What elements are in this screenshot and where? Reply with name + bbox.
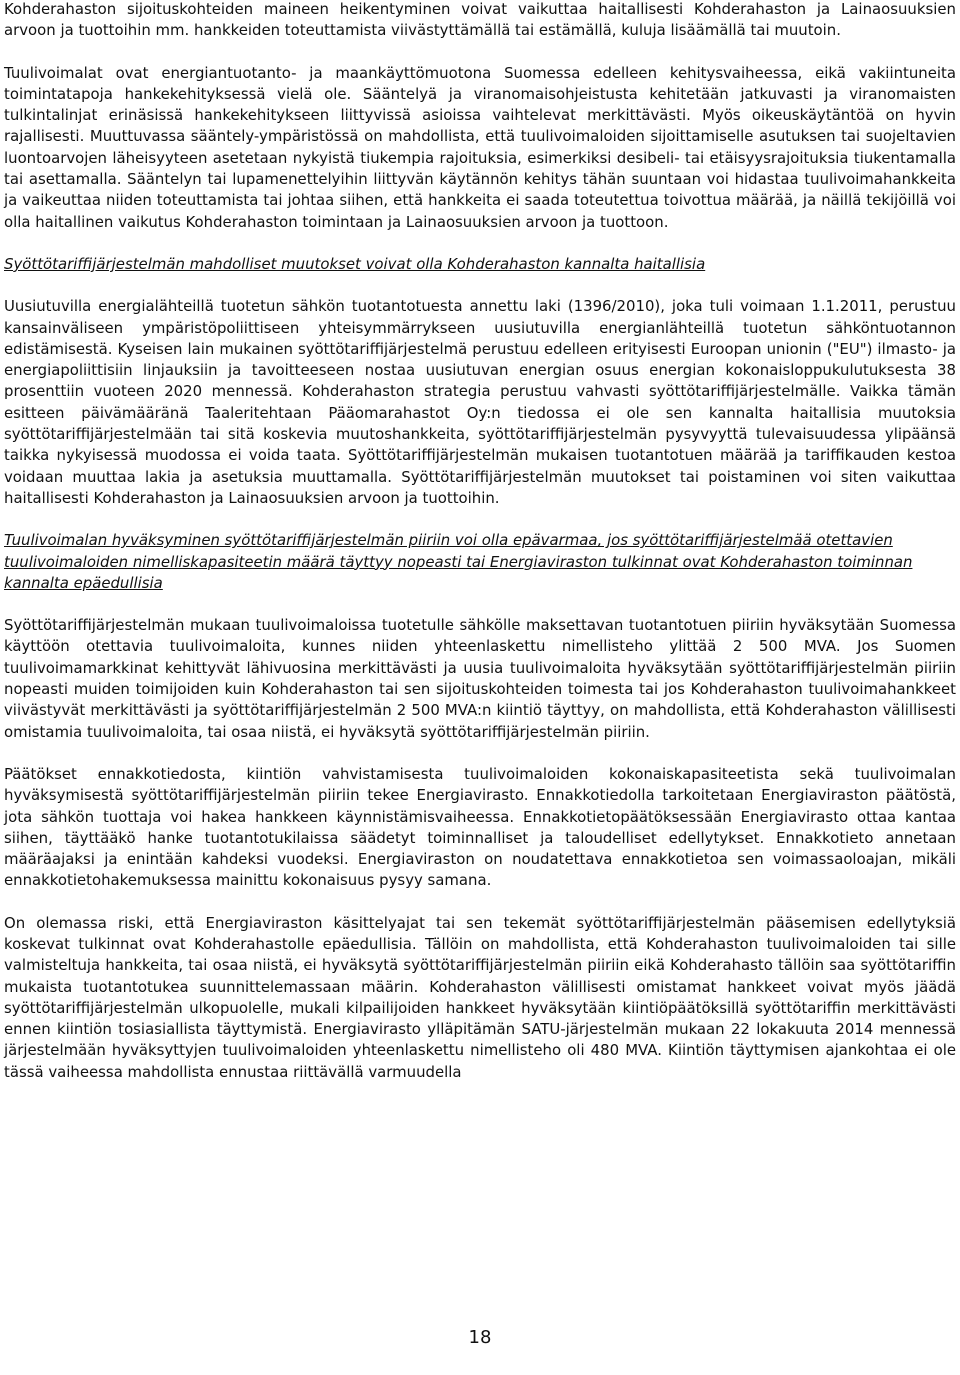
paragraph-regulation-risk: Tuulivoimalat ovat energiantuotanto- ja maankäyttömuotona Suomessa edelleen kehitysvaiheessa, eikä vakiintuneita toimintatapoja hankekehityksessä vielä ole. Sääntelyä ja viranomaisohjeistusta kehitetään jatkuvasti ja viranomaisten tulkintalinjat erinäsissä hankekehitykseen liittyvissä asioissa vaihtelevat merkittävästi. Myös oikeuskäytäntöä on hyvin rajallisesti. Muuttuvassa sääntely-ympäristössä on mahdollista, että tuulivoimaloiden sijoittamiselle asutuksen tai suojeltavien luontoarvojen läheisyyteen asetetaan nykyistä tiukempia rajoituksia, esimerkiksi desibeli- tai etäisyysrajoituksia tiukentamalla tai asettamalla. Sääntelyn tai lupamenettelyihin liittyvän käytännön kehitys tähän suuntaan voi hidastaa tuulivoimahankkeita ja vaikeuttaa niiden toteuttamista tai johtaa siihen, että hankkeita ei saada toteutettua toivottua määrää, ja näillä tekijöillä voi olla haitallinen vaikutus Kohderahaston toimintaan ja Lainaosuuksien arvoon ja tuottoon. <box>4 63 956 231</box>
page-number: 18 <box>468 1327 492 1348</box>
paragraph-energy-authority-decisions: Päätökset ennakkotiedosta, kiintiön vahvistamisesta tuulivoimaloiden kokonaiskapasiteetista sekä tuulivoimalan hyväksymisestä syöttötariffijärjestelmän piiriin tekee Energiavirasto. Ennakkotiedolla tarkoitetaan Energiaviraston päätöstä, jota sähkön tuottaja voi hakea hankkeen käynnistämisvaiheessa. Ennakkotietopäätöksessään Energiavirasto ottaa kantaa siihen, täyttääkö hanke tuotantotukilaissa säädetyt toiminnalliset ja taloudelliset edellytykset. Ennakkotieto annetaan määräajaksi ja enintään kahdeksi vuodeksi. Energiaviraston on noudatettava ennakkotietoa sen voimassaoloajan, mikäli ennakkotietohakemuksessa mainittu kokonaisuus pysyy samana. <box>4 764 956 890</box>
heading-wind-power-approval: Tuulivoimalan hyväksyminen syöttötariffijärjestelmän piiriin voi olla epävarmaa, jos syöttötariffijärjestelmää otettavien tuulivoimaloiden nimelliskapasiteetin määrä täyttyy nopeasti tai Energiaviraston tulkinnat ovat Kohderahaston toiminnan kannalta epäedullisia <box>4 531 913 592</box>
paragraph-processing-risk: On olemassa riski, että Energiaviraston käsittelyajat tai sen tekemät syöttötariffijärjestelmän pääsemisen edellytyksiä koskevat tulkinnat ovat Kohderahastolle epäedullisia. Tällöin on mahdollista, että Kohderahaston tuulivoimaloiden tai sille valmisteltuja hankkeita, tai osaa niistä, ei hyväksytä syöttötariffijärjestelmän piiriin eikä Kohderahasto tällöin saa syöttötariffin mukaista tuotantotukea suunnittelemassaan määrin. Kohderahaston välillisesti omistamat hankkeet voivat myös jäädä syöttötariffijärjestelmän ulkopuolelle, mukali kilpailijoiden hankkeet hyväksytään kiintiöpäätöksillä syöttötariffin merkittävästi ennen kiintiön tosiasiallista täyttymistä. Energiavirasto ylläpitämän SATU-järjestelmän mukaan 22 lokakuuta 2014 mennessä järjestelmään hyväksyttyjen tuulivoimaloiden yhteenlaskettu nimellisteho oli 480 MVA. Kiintiön täyttymisen ajankohtaa ei ole tässä vaiheessa mahdollista ennustaa riittävällä varmuudella <box>4 913 956 1081</box>
paragraph-capacity-quota: Syöttötariffijärjestelmän mukaan tuulivoimaloissa tuotetulle sähkölle maksettavan tuotantotuen piiriin hyväksytään Suomessa käyttöön otettavia tuulivoimaloita, kunnes niiden yhteenlaskettu nimellisteho ylittää 2 500 MVA. Jos Suomen tuulivoimamarkkinat kehittyvät lähivuosina merkittävästi ja uusia tuulivoimaloita hyväksytään syöttötariffijärjestelmän piiriin nopeasti muiden toimijoiden kuin Kohderahaston tai sen sijoituskohteiden toimesta tai jos Kohderahaston tuulivoimahankkeet viivästyvät merkittävästi ja syöttötariffijärjestelmän 2 500 MVA:n kiintiö täyttyy, on mahdollista, että Kohderahaston välillisesti omistamia tuulivoimaloita, tai osaa niistä, ei hyväksytä syöttötariffijärjestelmän piiriin. <box>4 616 956 741</box>
heading-feed-in-tariff-changes: Syöttötariffijärjestelmän mahdolliset muutokset voivat olla Kohderahaston kannalta haitallisia <box>4 254 706 273</box>
document-page <box>4 0 956 1083</box>
paragraph-feed-in-tariff-law: Uusiutuvilla energialähteillä tuotetun sähkön tuotantotuesta annettu laki (1396/2010), joka tuli voimaan 1.1.2011, perustuu kansainväliseen ympäristöpoliittiseen yhteisymmärrykseen uusiutuvilla energianlähteillä tuotetun sähköntuotannon edistämisestä. Kyseisen lain mukainen syöttötariffijärjestelmä perustuu edelleen erityisesti Euroopan unionin ("EU") ilmasto- ja energiapoliittisiin linjauksiin ja tavoitteeseen nostaa uusiutuvan energian osuus energian kokonaisloppukulutuksesta 38 prosenttiin vuoteen 2020 mennessä. Kohderahaston strategia perustuu vahvasti syöttötariffijärjestelmälle. Vaikka tämän esitteen päivämääränä Taaleritehtaan Pääomarahastot Oy:n tiedossa ei ole sen kannalta haitallisia muutoksia syöttötariffijärjestelmään tai sitä koskevia muutoshankkeita, syöttötariffijärjestelmän pysyvyyttä tulevaisuudessa ylipäänsä taikka nykyisessä muodossa ei voida taata. Syöttötariffijärjestelmän mukaisen tuotantotuen määrää ja tariffikauden kestoa voidaan muuttaa lakia ja asetuksia muuttamalla. Syöttötariffijärjestelmän muutokset tai poistaminen voi siten vaikuttaa haitallisesti Kohderahaston ja Lainaosuuksien arvoon ja tuottoihin. <box>4 297 956 507</box>
paragraph-reputation-risk: Kohderahaston sijoituskohteiden maineen heikentyminen voivat vaikuttaa haitallisesti Kohderahaston ja Lainaosuuksien arvoon ja tuottoihin mm. hankkeiden toteuttamista viivästyttämällä tai estämällä, kuluja lisäämällä tai muutoin. <box>4 0 956 40</box>
